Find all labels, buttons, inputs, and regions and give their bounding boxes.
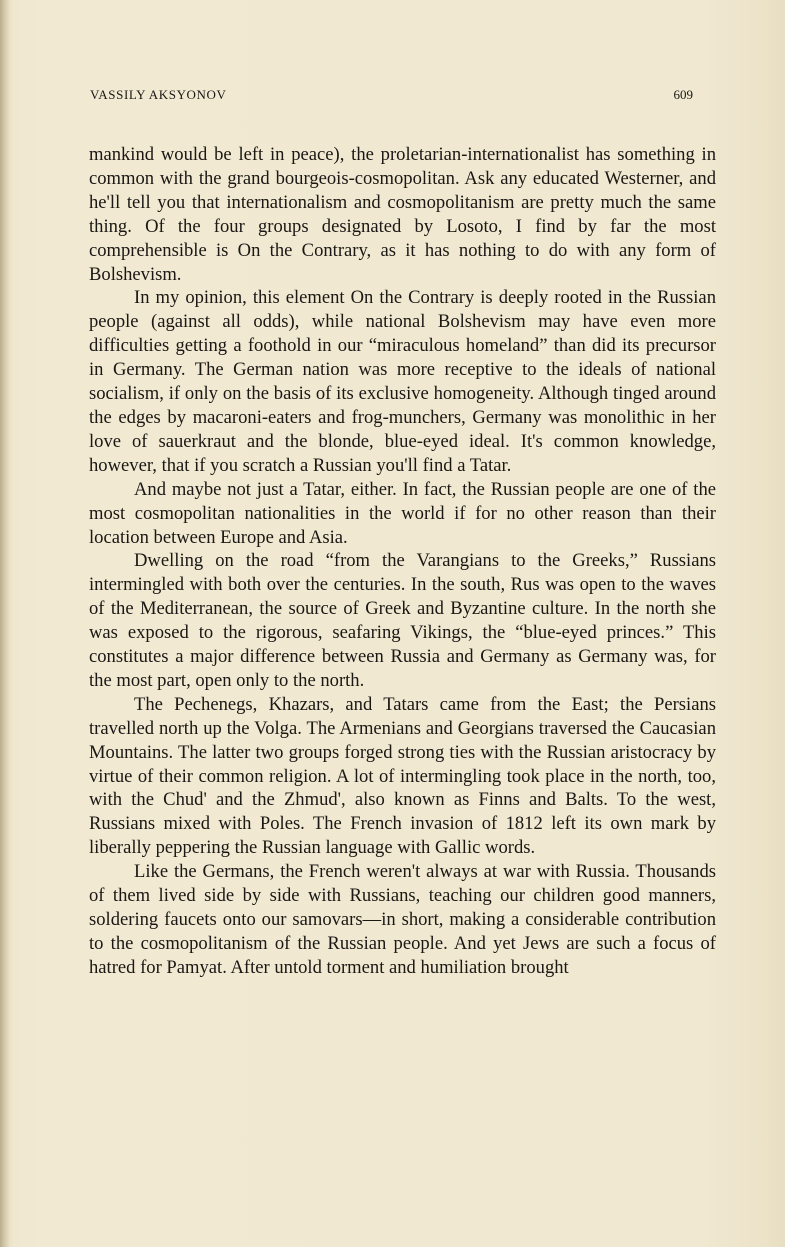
paragraph: And maybe not just a Tatar, either. In fact, the Russian people are one of the most cosmopolitan nationalities in the world if for no other reason than their location between Europe and Asia. [89,478,716,548]
running-head [90,87,693,105]
page-gutter-shadow [0,0,10,1247]
paragraph-continued: mankind would be left in peace), the proletarian-internationalist has something in common with the grand bourgeois-cosmopolitan. Ask any educated Westerner, and he'll tell you that internationalism and cosmopolitanism are pretty much the same thing. Of the four groups designated by Losoto, I find by far the most comprehensible is On the Contrary, as it has nothing to do with any form of Bolshevism. [89,144,716,285]
paragraph: Dwelling on the road “from the Varangians to the Greeks,” Russians intermingled with both over the centuries. In the south, Rus was open to the waves of the Mediterranean, the source of Greek and Byzantine culture. In the north she was exposed to the rigorous, seafaring Vikings, the “blue-eyed princes.” This constitutes a major difference between Russia and Germany as Germany was, for the most part, open only to the north. [89,550,716,691]
paragraph: In my opinion, this element On the Contrary is deeply rooted in the Russian people (against all odds), while national Bolshevism may have even more difficulties getting a foothold in our “miraculous homeland” than did its precursor in Germany. The German nation was more receptive to the ideals of national socialism, if only on the basis of its exclusive homogeneity. Although tinged around the edges by macaroni-eaters and frog-munchers, Germany was monolithic in her love of sauerkraut and the blonde, blue-eyed ideal. It's common knowledge, however, that if you scratch a Russian you'll find a Tatar. [89,287,716,476]
paragraph: Like the Germans, the French weren't always at war with Russia. Thousands of them lived side by side with Russians, teaching our children good manners, soldering faucets onto our samovars—in short, making a considerable contribution to the cosmopolitanism of the Russian people. And yet Jews are such a focus of hatred for Pamyat. After untold torment and humiliation brought [89,861,716,978]
body-text [89,143,716,980]
page-number: 609 [673,87,693,102]
paragraph: The Pechenegs, Khazars, and Tatars came from the East; the Persians travelled north up the Volga. The Armenians and Georgians traversed the Caucasian Mountains. The latter two groups forged strong ties with the Russian aristocracy by virtue of their common religion. A lot of intermingling took place in the north, too, with the Chud' and the Zhmud', also known as Finns and Balts. To the west, Russians mixed with Poles. The French invasion of 1812 left its own mark by liberally peppering the Russian language with Gallic words. [89,693,716,859]
running-head-author: VASSILY AKSYONOV [90,87,227,102]
